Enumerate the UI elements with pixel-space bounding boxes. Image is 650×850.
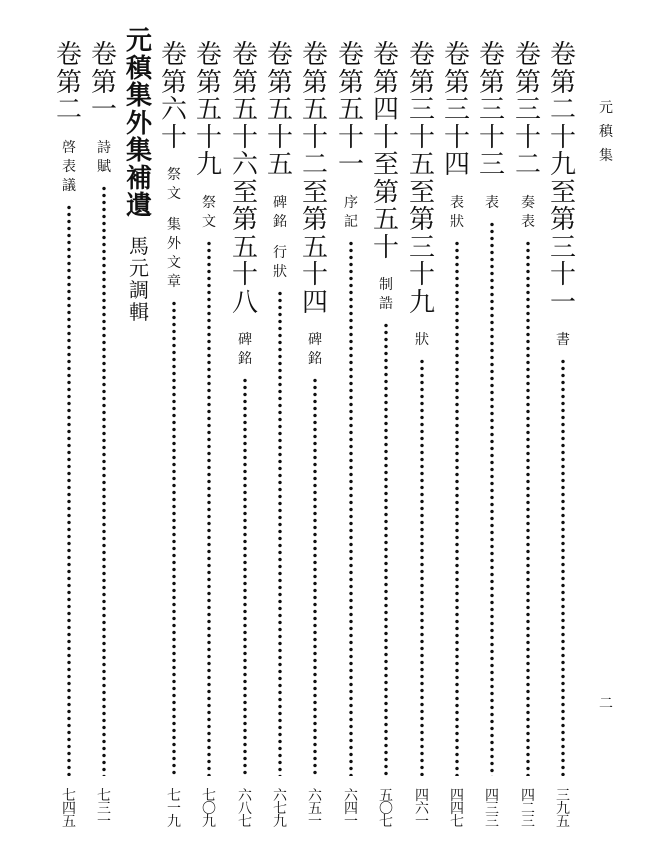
volume-label: 卷 第 六 十 [160, 40, 187, 153]
genre-label: 啓 表 議 [62, 139, 76, 194]
dot-leader [490, 221, 494, 777]
page-number: 四 六 一 [415, 788, 429, 830]
toc-entry[interactable] [476, 0, 508, 850]
toc-entry[interactable] [547, 0, 579, 850]
toc-entry[interactable] [158, 0, 190, 850]
page-number: 七 〇 九 [202, 788, 216, 830]
volume-label: 卷 第 五 十 五 [266, 40, 293, 180]
volume-label: 卷 第 五 十 九 [195, 40, 222, 180]
genre-label: 詩 賦 [97, 139, 111, 175]
toc-entry[interactable] [370, 0, 402, 850]
page-number: 七 四 五 [62, 788, 76, 830]
page-number: 七 一 九 [167, 788, 181, 830]
dot-leader [102, 185, 106, 777]
genre-label: 碑 銘 行 狀 [273, 194, 287, 280]
dot-leader [67, 204, 71, 777]
volume-label: 卷 第 三 十 三 [478, 40, 505, 180]
page-number: 七 三 一 [97, 788, 111, 830]
folio-page-number: 二 [599, 696, 613, 712]
volume-label: 卷 第 五 十 一 [337, 40, 364, 180]
dot-leader [561, 358, 565, 776]
genre-label: 祭 文 集 外 文 章 [167, 167, 181, 290]
toc-entry[interactable] [264, 0, 296, 850]
compiler-credit: 馬 元 調 輯 [129, 233, 149, 324]
page-number: 四 四 七 [450, 788, 464, 830]
volume-label: 卷 第 二 十 九 至 第 三 十 一 [549, 40, 576, 318]
page-number: 五 〇 七 [379, 788, 393, 830]
volume-label: 卷 第 五 十 二 至 第 五 十 四 [301, 40, 328, 318]
toc-entry[interactable] [193, 0, 225, 850]
dot-leader [243, 377, 247, 776]
page-number: 三 九 五 [556, 788, 570, 830]
page-number: 六 七 九 [273, 788, 287, 830]
genre-label: 制 誥 [379, 277, 393, 312]
genre-label: 祭 文 [202, 194, 216, 230]
page-number: 四 三 三 [485, 788, 499, 830]
page-number: 六 四 一 [344, 788, 358, 830]
genre-label: 碑 銘 [308, 332, 322, 367]
genre-label: 奏 表 [521, 194, 535, 230]
supplement-title: 元 稹 集 外 集 補 遺 [125, 26, 152, 221]
dot-leader [420, 358, 424, 776]
genre-label: 碑 銘 [238, 332, 252, 367]
toc-entry[interactable] [406, 0, 438, 850]
supplement-entry[interactable] [88, 0, 120, 850]
dot-leader [526, 240, 530, 777]
genre-label: 表 [485, 194, 499, 211]
supplement-entry[interactable] [53, 0, 85, 850]
volume-label: 卷 第 一 [90, 40, 117, 125]
page-number: 六 八 七 [238, 788, 252, 830]
dot-leader [349, 240, 353, 777]
running-head: 元 稹 集 [599, 100, 613, 164]
supplement-heading [123, 0, 155, 850]
page-number: 四 二 三 [521, 788, 535, 830]
dot-leader [172, 300, 176, 776]
dot-leader [313, 377, 317, 776]
volume-label: 卷 第 四 十 至 第 五 十 [372, 40, 399, 263]
volume-label: 卷 第 三 十 五 至 第 三 十 九 [408, 40, 435, 318]
volume-label: 卷 第 三 十 二 [514, 40, 541, 180]
toc-entry[interactable] [512, 0, 544, 850]
genre-label: 序 記 [344, 194, 358, 230]
genre-label: 書 [556, 332, 570, 348]
toc-entry[interactable] [441, 0, 473, 850]
toc-entry[interactable] [229, 0, 261, 850]
dot-leader [278, 290, 282, 777]
toc-entry[interactable] [335, 0, 367, 850]
dot-leader [207, 240, 211, 777]
toc-entry[interactable] [299, 0, 331, 850]
genre-label: 表 狀 [450, 194, 464, 230]
volume-label: 卷 第 五 十 六 至 第 五 十 八 [231, 40, 258, 318]
volume-label: 卷 第 二 [55, 40, 82, 125]
page-number: 六 五 一 [308, 788, 322, 830]
dot-leader [384, 322, 388, 776]
volume-label: 卷 第 三 十 四 [443, 40, 470, 180]
dot-leader [455, 240, 459, 777]
genre-label: 狀 [415, 332, 429, 348]
